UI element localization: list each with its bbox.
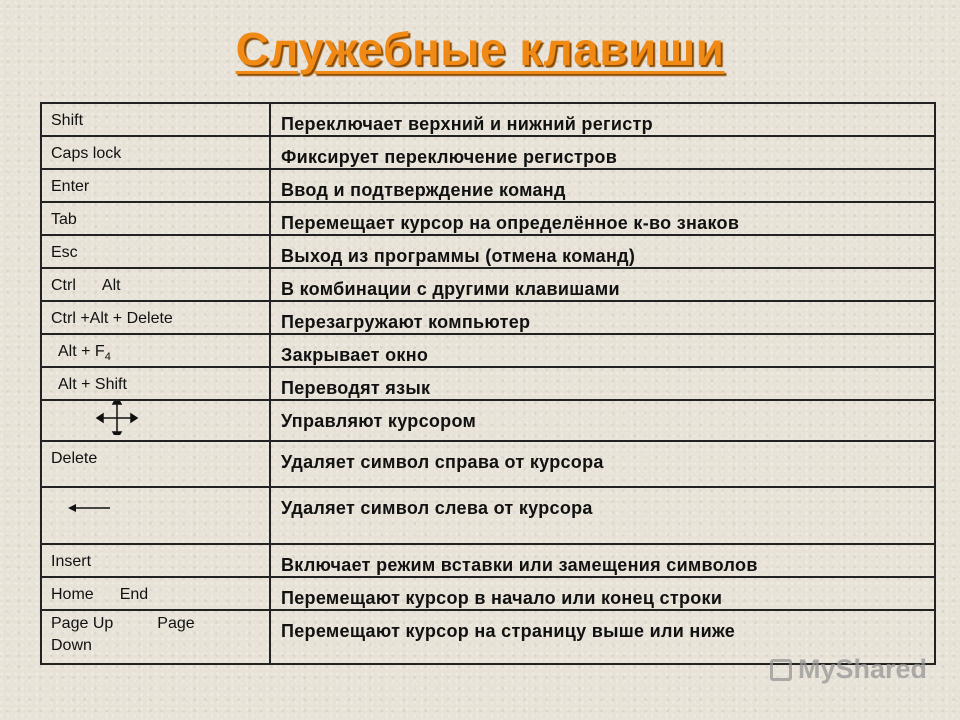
description-cell: Перемещают курсор на страницу выше или ниже xyxy=(270,610,935,664)
key-label: Page Up xyxy=(51,615,114,632)
key-cell: Enter xyxy=(41,169,270,202)
key-cell: Alt + Shift xyxy=(41,367,270,400)
key-subscript: 4 xyxy=(104,351,111,363)
table-row xyxy=(41,235,935,268)
description-cell: Переводят язык xyxy=(270,367,935,400)
table-row xyxy=(41,268,935,301)
table-row xyxy=(41,577,935,610)
key-label: Home xyxy=(51,586,94,603)
description-cell: Включает режим вставки или замещения символов xyxy=(270,544,935,577)
table-row xyxy=(41,202,935,235)
key-label-2: Alt xyxy=(101,277,121,294)
key-label-3: Down xyxy=(51,637,92,654)
watermark: MyShared xyxy=(770,654,927,685)
description-cell: В комбинации с другими клавишами xyxy=(270,268,935,301)
key-cell: Insert xyxy=(41,544,270,577)
key-cell xyxy=(41,577,270,610)
table-row xyxy=(41,487,935,544)
key-label-2: Page xyxy=(157,615,195,632)
key-cell: Caps lock xyxy=(41,136,270,169)
description-cell: Закрывает окно xyxy=(270,334,935,367)
left-arrow-backspace-icon xyxy=(42,488,162,538)
table-row xyxy=(41,334,935,367)
key-cell: Delete xyxy=(41,441,270,487)
description-cell: Перемещает курсор на определённое к-во знаков xyxy=(270,202,935,235)
key-label: Ctrl xyxy=(51,277,76,294)
key-cell: Shift xyxy=(41,103,270,136)
table-row xyxy=(41,367,935,400)
key-label: Alt + F xyxy=(58,343,105,360)
key-cell xyxy=(41,334,270,367)
table-row xyxy=(41,301,935,334)
table-row xyxy=(41,544,935,577)
key-cell: Esc xyxy=(41,235,270,268)
description-cell: Перезагружают компьютер xyxy=(270,301,935,334)
description-cell: Переключает верхний и нижний регистр xyxy=(270,103,935,136)
key-cell xyxy=(41,487,270,544)
description-cell: Перемещают курсор в начало или конец строки xyxy=(270,577,935,610)
key-cell: Tab xyxy=(41,202,270,235)
key-cell xyxy=(41,610,270,664)
key-cell: Ctrl +Alt + Delete xyxy=(41,301,270,334)
description-cell: Удаляет символ слева от курсора xyxy=(270,487,935,544)
description-cell: Удаляет символ справа от курсора xyxy=(270,441,935,487)
description-cell: Ввод и подтверждение команд xyxy=(270,169,935,202)
table-row xyxy=(41,441,935,487)
table-row xyxy=(41,169,935,202)
key-label-2: End xyxy=(119,586,149,603)
description-cell: Выход из программы (отмена команд) xyxy=(270,235,935,268)
description-cell: Управляют курсором xyxy=(270,400,935,441)
description-cell: Фиксирует переключение регистров xyxy=(270,136,935,169)
four-way-arrows-icon xyxy=(42,401,162,435)
keys-table xyxy=(40,102,936,665)
key-cell xyxy=(41,268,270,301)
table-row xyxy=(41,400,935,441)
table-row xyxy=(41,103,935,136)
myshared-logo-icon xyxy=(770,659,792,681)
key-cell xyxy=(41,400,270,441)
page-title: Служебные клавиши xyxy=(235,23,725,75)
table-row xyxy=(41,136,935,169)
